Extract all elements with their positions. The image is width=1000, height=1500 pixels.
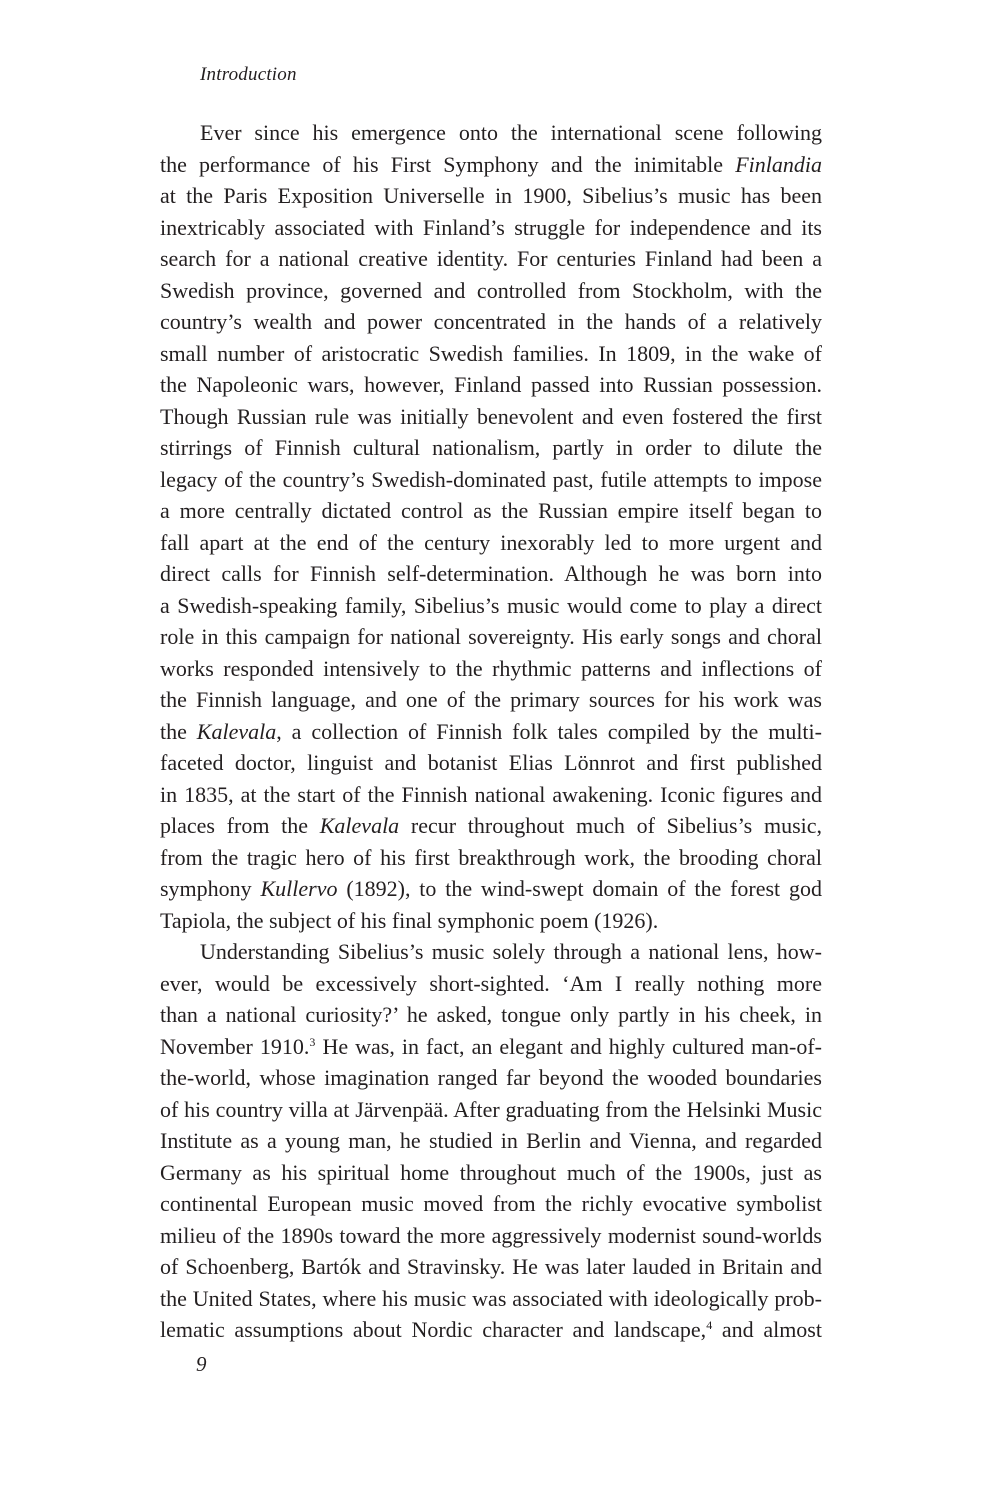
text-line	[160, 621, 822, 653]
text-line	[160, 527, 822, 559]
text-line	[160, 464, 822, 496]
italic-title: Finlandia	[735, 151, 822, 177]
text-line	[160, 873, 822, 905]
text-line	[160, 401, 822, 433]
text-run: in 1835, at the start of the Finnish national awakening. Iconic figures and	[160, 781, 822, 807]
text-run: the	[160, 718, 197, 744]
text-line	[160, 1031, 822, 1063]
text-line	[160, 968, 822, 1000]
text-run: lematic assumptions about Nordic character and landscape,	[160, 1317, 707, 1342]
text-run: (1892), to the wind-swept domain of the forest god	[337, 876, 822, 901]
text-run: than a national curiosity?’ he asked, tongue only partly in his cheek, in	[160, 1002, 822, 1027]
text-run: the-world, whose imagination ranged far beyond the wooded boundaries	[160, 1065, 822, 1090]
text-line	[160, 558, 822, 590]
text-line	[160, 716, 822, 748]
text-line	[160, 1157, 822, 1189]
text-run: and almost	[712, 1317, 822, 1342]
text-run: November 1910.	[160, 1033, 310, 1059]
text-run: of Schoenberg, Bartók and Stravinsky. He was later lauded in Britain and	[160, 1254, 822, 1279]
text-run: Though Russian rule was initially benevolent and even fostered the first	[160, 403, 822, 429]
text-run: places from the	[160, 813, 320, 838]
text-line	[160, 212, 822, 244]
text-line	[160, 905, 822, 937]
text-line	[160, 936, 822, 968]
text-line	[160, 842, 822, 874]
text-line	[160, 149, 822, 181]
text-run: He was, in fact, an elegant and highly cultured man-of-	[315, 1033, 822, 1059]
text-line	[160, 1188, 822, 1220]
text-run: continental European music moved from the richly evocative symbolist	[160, 1191, 822, 1216]
italic-title: Kalevala	[319, 813, 400, 838]
text-run: works responded intensively to the rhythmic patterns and inflections of	[160, 655, 822, 681]
text-line	[160, 1220, 822, 1252]
text-run: the United States, where his music was associated with ideologically prob-	[160, 1285, 822, 1311]
text-run: legacy of the country’s Swedish-dominated past, futile attempts to impose	[160, 466, 822, 492]
text-run: milieu of the 1890s toward the more aggressively modernist sound-worlds	[160, 1222, 822, 1248]
text-line	[160, 590, 822, 622]
text-line	[160, 495, 822, 527]
text-run: inextricably associated with Finland’s struggle for independence and its	[160, 214, 822, 240]
text-line	[160, 306, 822, 338]
text-run: Institute as a young man, he studied in Berlin and Vienna, and regarded	[160, 1128, 822, 1153]
italic-title: Kalevala	[196, 718, 277, 744]
text-run: from the tragic hero of his first breakthrough work, the brooding choral	[160, 844, 822, 870]
footnote-ref: 3	[309, 1034, 316, 1049]
text-line	[160, 338, 822, 370]
text-run: Tapiola, the subject of his final symphonic poem (1926).	[160, 907, 659, 933]
text-run: country’s wealth and power concentrated in the hands of a relatively	[160, 309, 822, 334]
page-number: 9	[196, 1352, 207, 1376]
text-run: Ever since his emergence onto the international scene following	[200, 120, 822, 145]
text-run: stirrings of Finnish cultural nationalism, partly in order to dilute the	[160, 435, 822, 460]
text-run: the Finnish language, and one of the primary sources for his work was	[160, 687, 822, 712]
text-run: a Swedish-speaking family, Sibelius’s music would come to play a direct	[160, 592, 822, 618]
text-run: the Napoleonic wars, however, Finland passed into Russian possession.	[160, 372, 822, 397]
text-line	[160, 275, 822, 307]
text-run: small number of aristocratic Swedish families. In 1809, in the wake of	[160, 340, 822, 366]
text-line	[160, 999, 822, 1031]
paragraph-p2	[160, 936, 822, 1346]
text-run: search for a national creative identity. For centuries Finland had been a	[160, 246, 822, 271]
text-run: , a collection of Finnish folk tales compiled by the multi-	[276, 718, 822, 744]
text-run: role in this campaign for national sovereignty. His early songs and choral	[160, 624, 822, 649]
text-line	[160, 1125, 822, 1157]
body-text	[160, 117, 822, 1346]
paragraph-p1	[160, 117, 822, 936]
text-run: symphony	[160, 876, 261, 901]
text-line	[160, 653, 822, 685]
text-run: recur throughout much of Sibelius’s music,	[399, 813, 822, 838]
text-run: ever, would be excessively short-sighted. ‘Am I really nothing more	[160, 970, 822, 996]
text-run: at the Paris Exposition Universelle in 1900, Sibelius’s music has been	[160, 183, 822, 208]
text-run: Swedish province, governed and controlled from Stockholm, with the	[160, 277, 822, 303]
text-run: Germany as his spiritual home throughout much of the 1900s, just as	[160, 1159, 822, 1185]
italic-title: Kullervo	[260, 876, 338, 901]
text-line	[160, 810, 822, 842]
text-line	[160, 1283, 822, 1315]
text-line	[160, 1314, 822, 1346]
text-line	[160, 747, 822, 779]
text-line	[160, 432, 822, 464]
text-line	[160, 684, 822, 716]
text-run: a more centrally dictated control as the Russian empire itself began to	[160, 498, 822, 523]
footnote-ref: 4	[706, 1318, 713, 1332]
text-line	[160, 1094, 822, 1126]
text-line	[160, 369, 822, 401]
text-line	[160, 779, 822, 811]
text-run: direct calls for Finnish self-determination. Although he was born into	[160, 561, 822, 586]
text-line	[160, 1251, 822, 1283]
text-line	[160, 117, 822, 149]
text-run: the performance of his First Symphony and the inimitable	[160, 151, 736, 177]
text-run: of his country villa at Järvenpää. After graduating from the Helsinki Music	[160, 1096, 822, 1122]
text-run: faceted doctor, linguist and botanist Elias Lönnrot and first published	[160, 750, 822, 775]
text-line	[160, 243, 822, 275]
running-head: Introduction	[200, 64, 297, 85]
text-run: Understanding Sibelius’s music solely through a national lens, how-	[200, 939, 822, 964]
text-line	[160, 180, 822, 212]
text-run: fall apart at the end of the century inexorably led to more urgent and	[160, 529, 822, 555]
text-line	[160, 1062, 822, 1094]
